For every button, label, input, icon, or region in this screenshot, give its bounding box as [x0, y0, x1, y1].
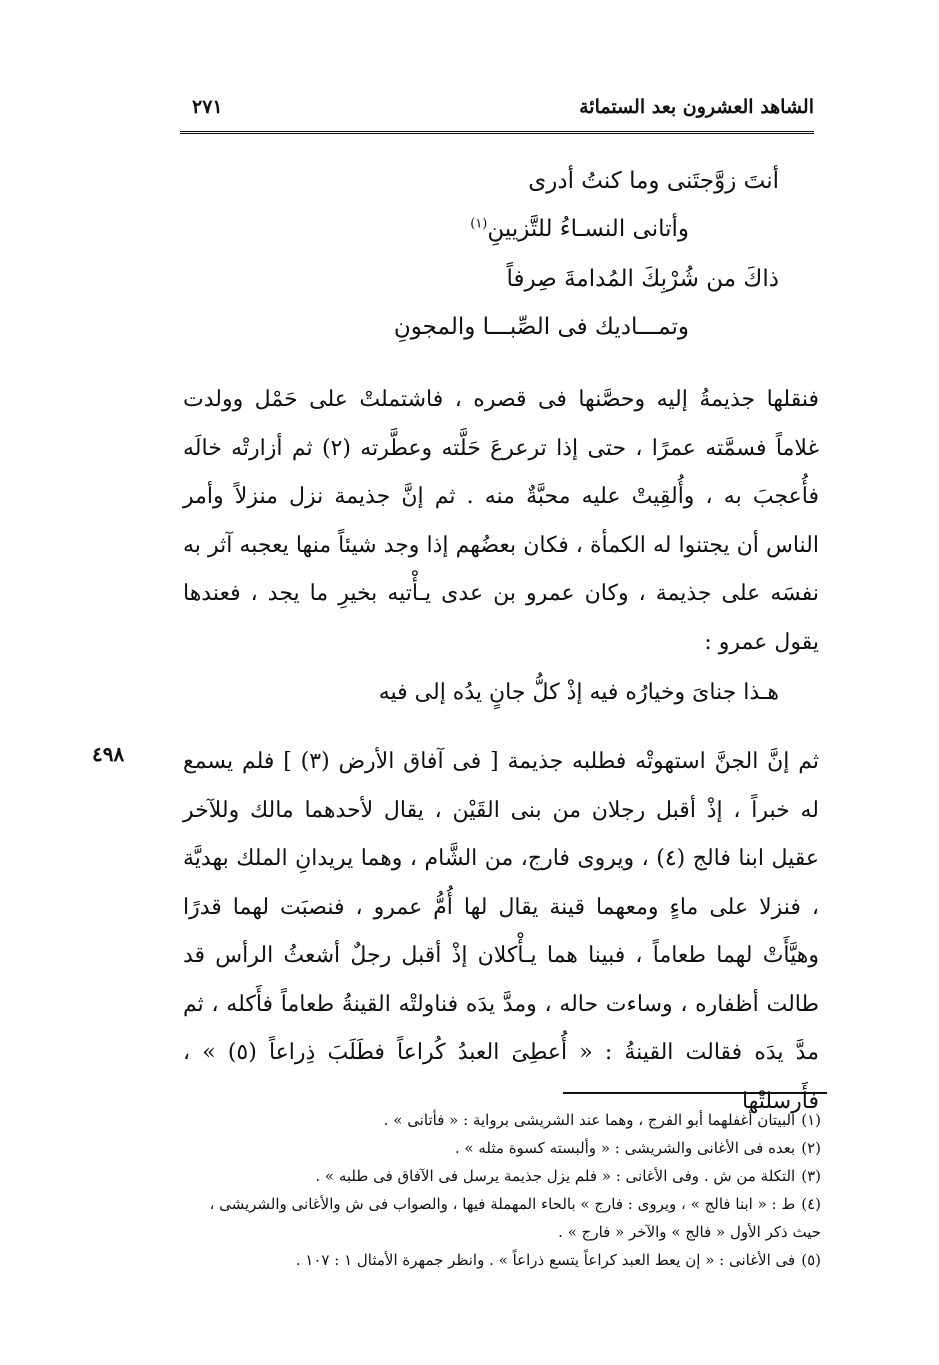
footnote-1: [181, 1106, 821, 1134]
header-rule: [180, 131, 814, 134]
page-header: [180, 96, 814, 130]
footnote-number: (٢): [801, 1139, 821, 1157]
footnote-number: (١): [801, 1111, 821, 1129]
page-number: ٢٧١: [192, 96, 223, 118]
footnote-number: (٣): [801, 1167, 821, 1185]
footnote-number: (٤): [801, 1195, 821, 1213]
footnote-text: البيتان أغفلهما أبو الفرج ، وهما عند الشريشى برواية : « فأتانى » .: [383, 1111, 796, 1129]
footnote-number: (٥): [801, 1251, 821, 1269]
running-title: الشاهد العشرون بعد الستمائة: [579, 96, 814, 118]
verse-line-1: أنتَ زوَّجتَنى وما كنتُ أدرى: [528, 168, 779, 194]
footnote-4: [181, 1190, 821, 1246]
footnote-text: فى الأغانى : « إن يعط العبد كراعاً يتسع ذراعاً » . وانظر جمهرة الأمثال ١ : ١٠٧ .: [295, 1251, 796, 1269]
footnote-3: [181, 1162, 821, 1190]
verse-line-2: [470, 216, 689, 242]
footnote-text: بعده فى الأغانى والشريشى : « وألبسته كسوة مثله » .: [454, 1139, 796, 1157]
verse-line-3: ذاكَ من شُرْبِكَ المُدامةَ صِرفاً: [506, 266, 779, 292]
poem-line: هـذا جناىَ وخيارُه فيه إذْ كلُّ جانٍ يدُه إلى فيه: [378, 680, 779, 705]
footnote-text: ط : « ابنا فالج » ، ويروى : فارج » بالحاء المهملة فيها ، والصواب فى ش والأغانى والشريشى ، حيث ذكر الأول « فالج » والآخر « فارج » .: [209, 1195, 821, 1241]
footnote-5: [181, 1246, 821, 1274]
footnotes: [181, 1106, 821, 1274]
footnote-rule: [563, 1092, 827, 1094]
footnote-text: التكلة من ش . وفى الأغانى : « فلم يزل جذيمة يرسل فى الآفاق فى طلبه » .: [315, 1167, 796, 1185]
margin-number: ٤٩٨: [92, 742, 125, 766]
verse-line-4: وتمـــاديك فى الصِّبـــا والمجونِ: [393, 314, 689, 340]
paragraph-2: ثم إنَّ الجنَّ استهوتْه فطلبه جذيمة [ فى آفاق الأرض (٣) ] فلم يسمع له خبراً ، إذْ أقبل رجلان من بنى القَيْن ، يقال لأحدهما مالك وللآخر عقيل ابنا فالج (٤) ، ويروى فارج، من الشَّام ، وهما يريدانِ الملك بهديَّة ، فنزلا على ماءٍ ومعهما قينة يقال لها أُمُّ عمرو ، فنصبَت لهما قدرًا وهيَّأَتْ لهما طعاماً ، فبينا هما يـأْكلان إذْ أقبل رجلٌ أشعثُ الرأس قد طالت أظفاره ، وساءت حاله ، ومدَّ يدَه فناولتْه القينةُ طعاماً فأَكله ، ثم مدَّ يدَه فقالت القينةُ : « أُعطِىَ العبدُ كُراعاً فطَلَبَ ذِراعاً (٥) » ، فأَرسلتْها: [183, 749, 819, 1114]
footnote-marker-1: (١): [470, 216, 488, 232]
footnote-2: [181, 1134, 821, 1162]
verse-line-2-text: وأتانى النسـاءُ للتَّزيينِ: [487, 216, 689, 242]
paragraph-1: فنقلها جذيمةُ إليه وحصَّنها فى قصره ، فاشتملتْ على حَمْل وولدت غلاماً فسمَّته عمرًا ، حتى إذا ترعرعَ حَلَّته وعطَّرته (٢) ثم أزارتْه خالَه فأُعجبَ به ، وأُلقِيتْ عليه محبَّةٌ منه . ثم إنَّ جذيمة نزل منزلاً وأمر الناس أن يجتنوا له الكمأة ، فكان بعضُهم إذا وجد شيئاً منها يعجبه آثر به نفسَه على جذيمة ، وكان عمرو بن عدى يـأْتيه بخيرِ ما يجد ، فعندها يقول عمرو :: [183, 387, 819, 655]
